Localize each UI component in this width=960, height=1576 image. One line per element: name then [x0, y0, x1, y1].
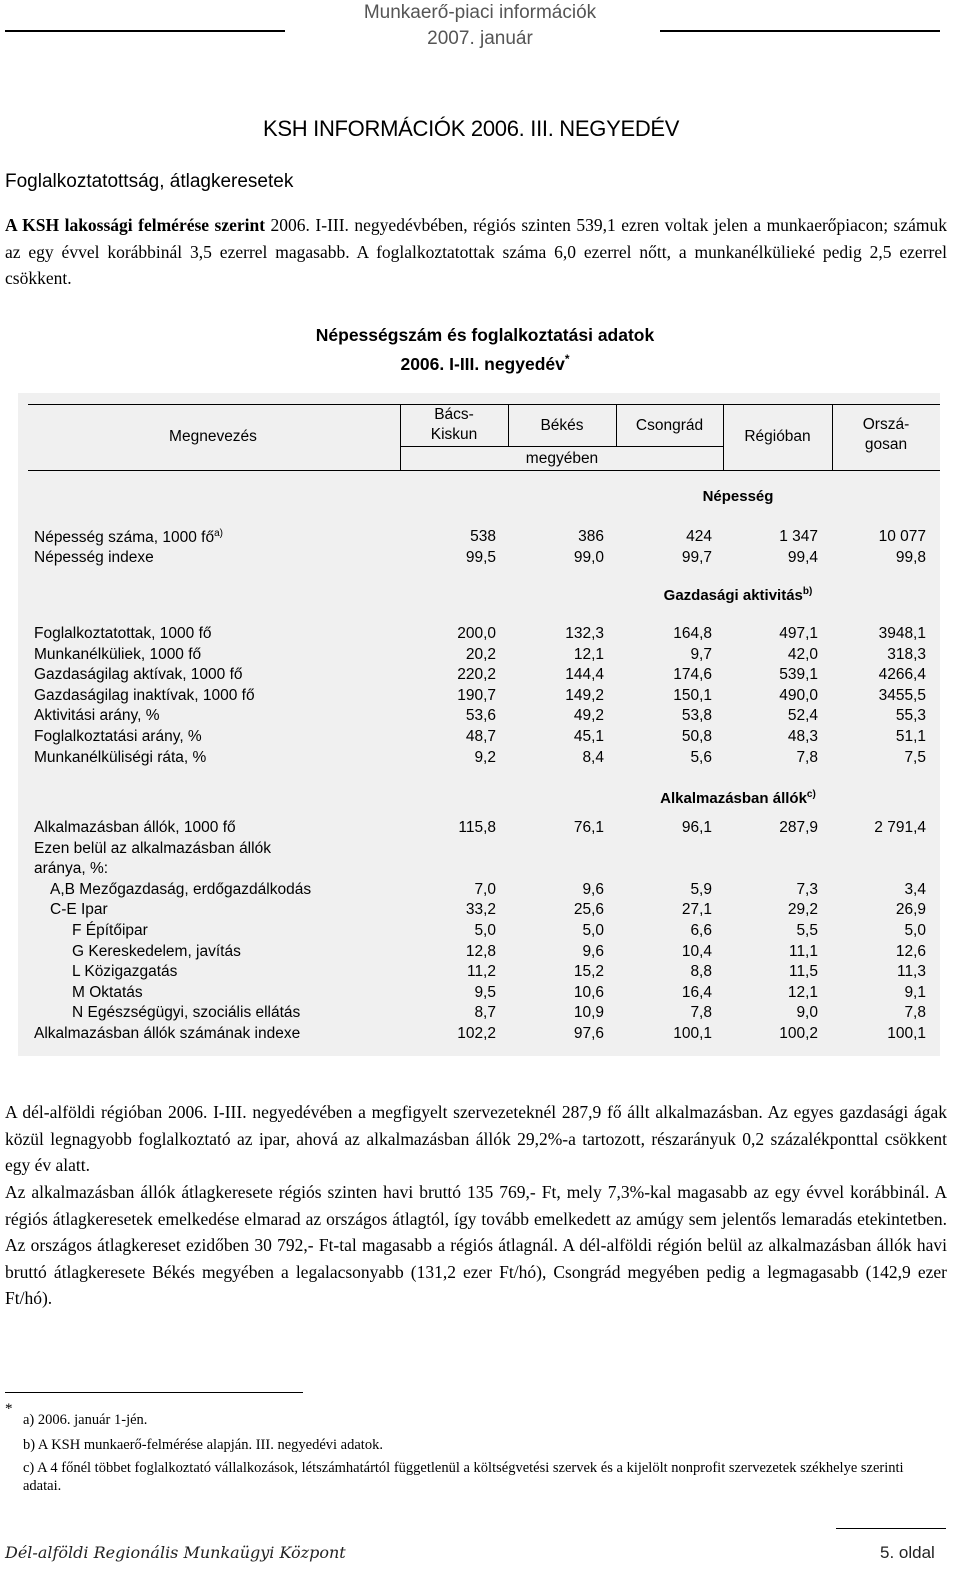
- cell-value: 386: [578, 528, 604, 545]
- cell-value: 7,0: [474, 880, 496, 898]
- table-section-title: Gazdasági aktivitás$^{b)}$: [663, 586, 813, 604]
- cell-value: 48,3: [787, 728, 818, 745]
- cell-value: 12,8: [465, 942, 496, 960]
- cell-value: 50,8: [681, 728, 712, 745]
- cell-value: 76,1: [573, 819, 604, 836]
- table-row: [18, 963, 940, 983]
- cell-value: 51,1: [895, 728, 926, 745]
- cell-value: 3,4: [904, 880, 926, 898]
- cell-value: 11,2: [466, 963, 496, 981]
- table-row: [18, 860, 940, 880]
- col-header-bacs-kiskun: Bács- Kiskun: [430, 406, 478, 443]
- cell-value: 5,0: [904, 922, 926, 939]
- row-label: Foglalkoztatottak, 1000 fő: [34, 625, 212, 642]
- cell-value: 9,6: [582, 942, 604, 960]
- cell-value: 424: [686, 528, 712, 545]
- row-label: N Egészségügyi, szociális ellátás: [72, 1004, 301, 1022]
- cell-value: 115,8: [458, 819, 496, 836]
- cell-value: 27,1: [681, 901, 712, 919]
- cell-value: 9,6: [582, 880, 604, 898]
- row-label: Népesség száma, 1000 $fő^{a)}$: [34, 528, 223, 547]
- cell-value: 25,6: [573, 901, 604, 919]
- row-label: M Oktatás: [72, 983, 143, 1001]
- cell-value: 9,5: [474, 983, 496, 1001]
- table-row: [18, 901, 940, 921]
- row-label: G Kereskedelem, javítás: [72, 942, 241, 960]
- row-label: Munkanélküliségi ráta, %: [34, 748, 207, 766]
- table-row: [18, 528, 940, 548]
- cell-value: 7,5: [904, 748, 926, 766]
- table-row: [18, 749, 940, 769]
- cell-value: 26,9: [895, 901, 926, 919]
- cell-value: 7,3: [796, 880, 818, 898]
- table-title: [0, 323, 960, 376]
- col-header-name: Megnevezés: [169, 428, 257, 445]
- cell-value: 99,7: [681, 548, 712, 566]
- cell-value: 200,0: [457, 625, 496, 642]
- row-label: Ezen belül az alkalmazásban állók: [34, 839, 271, 857]
- cell-value: 102,2: [457, 1025, 496, 1042]
- cell-value: 8,4: [582, 748, 604, 766]
- cell-value: 5,0: [474, 922, 496, 939]
- cell-value: 100,1: [887, 1025, 926, 1042]
- cell-value: 100,1: [673, 1025, 712, 1042]
- table-row: [18, 840, 940, 860]
- table-section-title: Népesség: [702, 488, 774, 505]
- table-row: [18, 881, 940, 901]
- table-row: [18, 625, 940, 645]
- body-paragraph-1: A dél-alföldi régióban 2006. I-III. negyedévében a megfigyelt szervezeteknél 287,9 fő állt alkalmazásban. Az egyes gazdasági ágak közül legnagyobb foglalkoztató az ipar, ahová az alkalmazásban állók 29,2%-a tartozott, részarányuk 0,2 százalékponttal csökkent egy év alatt.: [5, 1102, 947, 1175]
- cell-value: 149,2: [565, 686, 604, 704]
- cell-value: 10 077: [878, 528, 926, 545]
- row-label: L Közigazgatás: [72, 963, 178, 981]
- cell-value: 190,7: [457, 686, 496, 704]
- footer-organization: Dél-alföldi Regionális Munkaügyi Központ: [5, 1543, 346, 1562]
- cell-value: 12,1: [573, 645, 604, 663]
- cell-value: 16,4: [681, 983, 712, 1001]
- cell-value: 144,4: [565, 666, 604, 684]
- cell-value: 150,1: [673, 686, 712, 704]
- kicker-heading: KSH INFORMÁCIÓK 2006. III. NEGYEDÉV: [263, 116, 680, 141]
- footnote-rule: [5, 1392, 303, 1393]
- col-group-megyeben: megyében: [525, 450, 599, 467]
- col-header-bekes: Békés: [540, 417, 584, 434]
- table-title-line2: 2006. I-III. negyedév*: [400, 352, 570, 374]
- table-row: [18, 943, 940, 963]
- row-label: Alkalmazásban állók számának indexe: [34, 1025, 301, 1042]
- col-header-orszagosan: Orszá- gosan: [862, 416, 910, 453]
- body-paragraph-2: Az alkalmazásban állók átlagkeresete régiós szinten havi bruttó 135 769,- Ft, mely 7,3%-kal magasabb az egy évvel korábbinál. A régiós átlagkeresetek emelkedése elmarad az országos átlagtól, így tovább emelkedett az amúgy sem jelentős lemaradás etekintetben. Az országos átlagkereset ezidőben 30 792,- Ft-tal magasabb a régiós átlagnál. A dél-alföldi régión belül az alkalmazásban állók havi bruttó átlagkeresete Békés megyében a legalacsonyabb (131,2 ezer Ft/hó), Csongrád megyében pedig a legmagasabb (142,9 ezer Ft/hó).: [5, 1182, 947, 1308]
- row-label: Alkalmazásban állók, 1000 fő: [34, 819, 236, 836]
- cell-value: 42,0: [787, 645, 818, 663]
- cell-value: 33,2: [465, 901, 496, 919]
- cell-value: 96,1: [681, 819, 712, 836]
- cell-value: 10,9: [573, 1004, 604, 1022]
- table-row: [18, 707, 940, 727]
- table-row: [18, 819, 940, 839]
- cell-value: 5,6: [690, 748, 712, 766]
- table-row: [18, 1004, 940, 1024]
- table-row: [18, 984, 940, 1004]
- row-label: A,B Mezőgazdaság, erdőgazdálkodás: [50, 880, 312, 898]
- data-table: [18, 393, 940, 1056]
- table-row: [18, 666, 940, 686]
- cell-value: 55,3: [895, 707, 926, 725]
- cell-value: 539,1: [779, 666, 818, 684]
- cell-value: 99,5: [465, 548, 496, 566]
- header-title: Munkaerő-piaci információk: [363, 2, 597, 23]
- footnote-star: *: [5, 1401, 13, 1417]
- cell-value: 318,3: [887, 645, 926, 663]
- cell-value: 99,4: [787, 548, 818, 566]
- table-section-title: Alkalmazásban állók$^{c)}$: [660, 789, 816, 807]
- row-label: aránya, %:: [34, 860, 109, 878]
- footer-rule: [836, 1528, 946, 1529]
- row-label: Aktivitási arány, %: [34, 707, 160, 725]
- cell-value: 29,2: [787, 901, 818, 919]
- cell-value: 3455,5: [878, 686, 926, 704]
- cell-value: 11,1: [788, 942, 818, 960]
- cell-value: 11,5: [788, 963, 818, 981]
- cell-value: 5,0: [582, 922, 604, 939]
- cell-value: 49,2: [573, 707, 604, 725]
- cell-value: 490,0: [779, 686, 818, 704]
- table-row: [18, 549, 940, 569]
- cell-value: 5,9: [690, 880, 712, 898]
- row-label: Munkanélküliek, 1000 fő: [34, 645, 202, 663]
- footnote-b: b) A KSH munkaerő-felmérése alapján. III. negyedévi adatok.: [23, 1437, 383, 1453]
- cell-value: 12,6: [895, 942, 926, 960]
- cell-value: 7,8: [904, 1004, 926, 1022]
- row-label: Foglalkoztatási arány, %: [34, 728, 202, 745]
- cell-value: 10,4: [681, 942, 712, 960]
- cell-value: 11,3: [896, 963, 926, 981]
- intro-paragraph: [5, 212, 947, 292]
- row-label: F Építőipar: [72, 922, 148, 939]
- section-title: Foglalkoztatottság, átlagkeresetek: [5, 171, 294, 192]
- cell-value: 287,9: [779, 819, 818, 836]
- cell-value: 7,8: [690, 1004, 712, 1022]
- row-label: Gazdaságilag inaktívak, 1000 fő: [34, 686, 255, 704]
- row-label: Gazdaságilag aktívak, 1000 fő: [34, 666, 243, 684]
- cell-value: 4266,4: [878, 666, 926, 684]
- cell-value: 6,6: [690, 922, 712, 939]
- table-row: [18, 687, 940, 707]
- cell-value: 9,2: [474, 748, 496, 766]
- cell-value: 164,8: [673, 625, 712, 642]
- cell-value: 10,6: [573, 983, 604, 1001]
- cell-value: 174,6: [673, 666, 712, 684]
- cell-value: 9,1: [904, 983, 926, 1001]
- intro-bold: A KSH lakossági felmérése szerint: [5, 215, 266, 235]
- cell-value: 20,2: [465, 645, 496, 663]
- cell-value: 53,8: [681, 707, 712, 725]
- cell-value: 3948,1: [878, 625, 926, 642]
- intro-text: 2006. I-III. negyedévbében, régiós szinten 539,1 ezren voltak jelen a munkaerőpiacon; számuk az egy évvel korábbinál 3,5 ezerrel magasabb. A foglalkoztatottak száma 6,0 ezerrel nőtt, a munkanélkülieké pedig 2,5 ezerrel csökkent.: [5, 215, 947, 288]
- cell-value: 9,0: [796, 1004, 818, 1022]
- cell-value: 12,1: [787, 983, 818, 1001]
- cell-value: 7,8: [796, 748, 818, 766]
- cell-value: 53,6: [465, 707, 496, 725]
- row-label: Népesség indexe: [34, 548, 154, 566]
- cell-value: 15,2: [573, 963, 604, 981]
- cell-value: 52,4: [787, 707, 818, 725]
- header-date: 2007. január: [427, 28, 533, 49]
- cell-value: 5,5: [796, 922, 818, 939]
- footnote-a: a) 2006. január 1-jén.: [23, 1412, 148, 1428]
- cell-value: 497,1: [779, 625, 818, 642]
- col-header-csongrad: Csongrád: [635, 417, 704, 434]
- cell-value: 220,2: [457, 666, 496, 684]
- cell-value: 48,7: [465, 728, 496, 745]
- cell-value: 132,3: [565, 625, 604, 642]
- cell-value: 99,0: [573, 548, 604, 566]
- footer-page-number: 5. oldal: [880, 1543, 935, 1562]
- footnote-c: c) A 4 főnél többet foglalkoztató vállalkozások, létszámhatártól függetlenül a költségvetési szervek és a kijelölt nonprofit szervezetek székhelye szerinti adatai.: [23, 1460, 904, 1494]
- cell-value: 2 791,4: [874, 819, 926, 836]
- cell-value: 9,7: [690, 645, 712, 663]
- table-title-mark: *: [564, 352, 570, 366]
- row-label: C-E Ipar: [50, 901, 108, 919]
- cell-value: 1 347: [779, 528, 818, 545]
- table-title-line1: Népességszám és foglalkoztatási adatok: [315, 325, 655, 345]
- cell-value: 8,7: [474, 1004, 496, 1022]
- cell-value: 99,8: [895, 548, 926, 566]
- col-header-regio: Régióban: [744, 428, 811, 445]
- cell-value: 45,1: [573, 728, 604, 745]
- table-row: [18, 728, 940, 748]
- table-row: [18, 1025, 940, 1045]
- cell-value: 538: [470, 528, 496, 545]
- table-row: [18, 922, 940, 942]
- cell-value: 8,8: [690, 963, 712, 981]
- cell-value: 97,6: [573, 1025, 604, 1042]
- cell-value: 100,2: [779, 1025, 818, 1042]
- table-row: [18, 646, 940, 666]
